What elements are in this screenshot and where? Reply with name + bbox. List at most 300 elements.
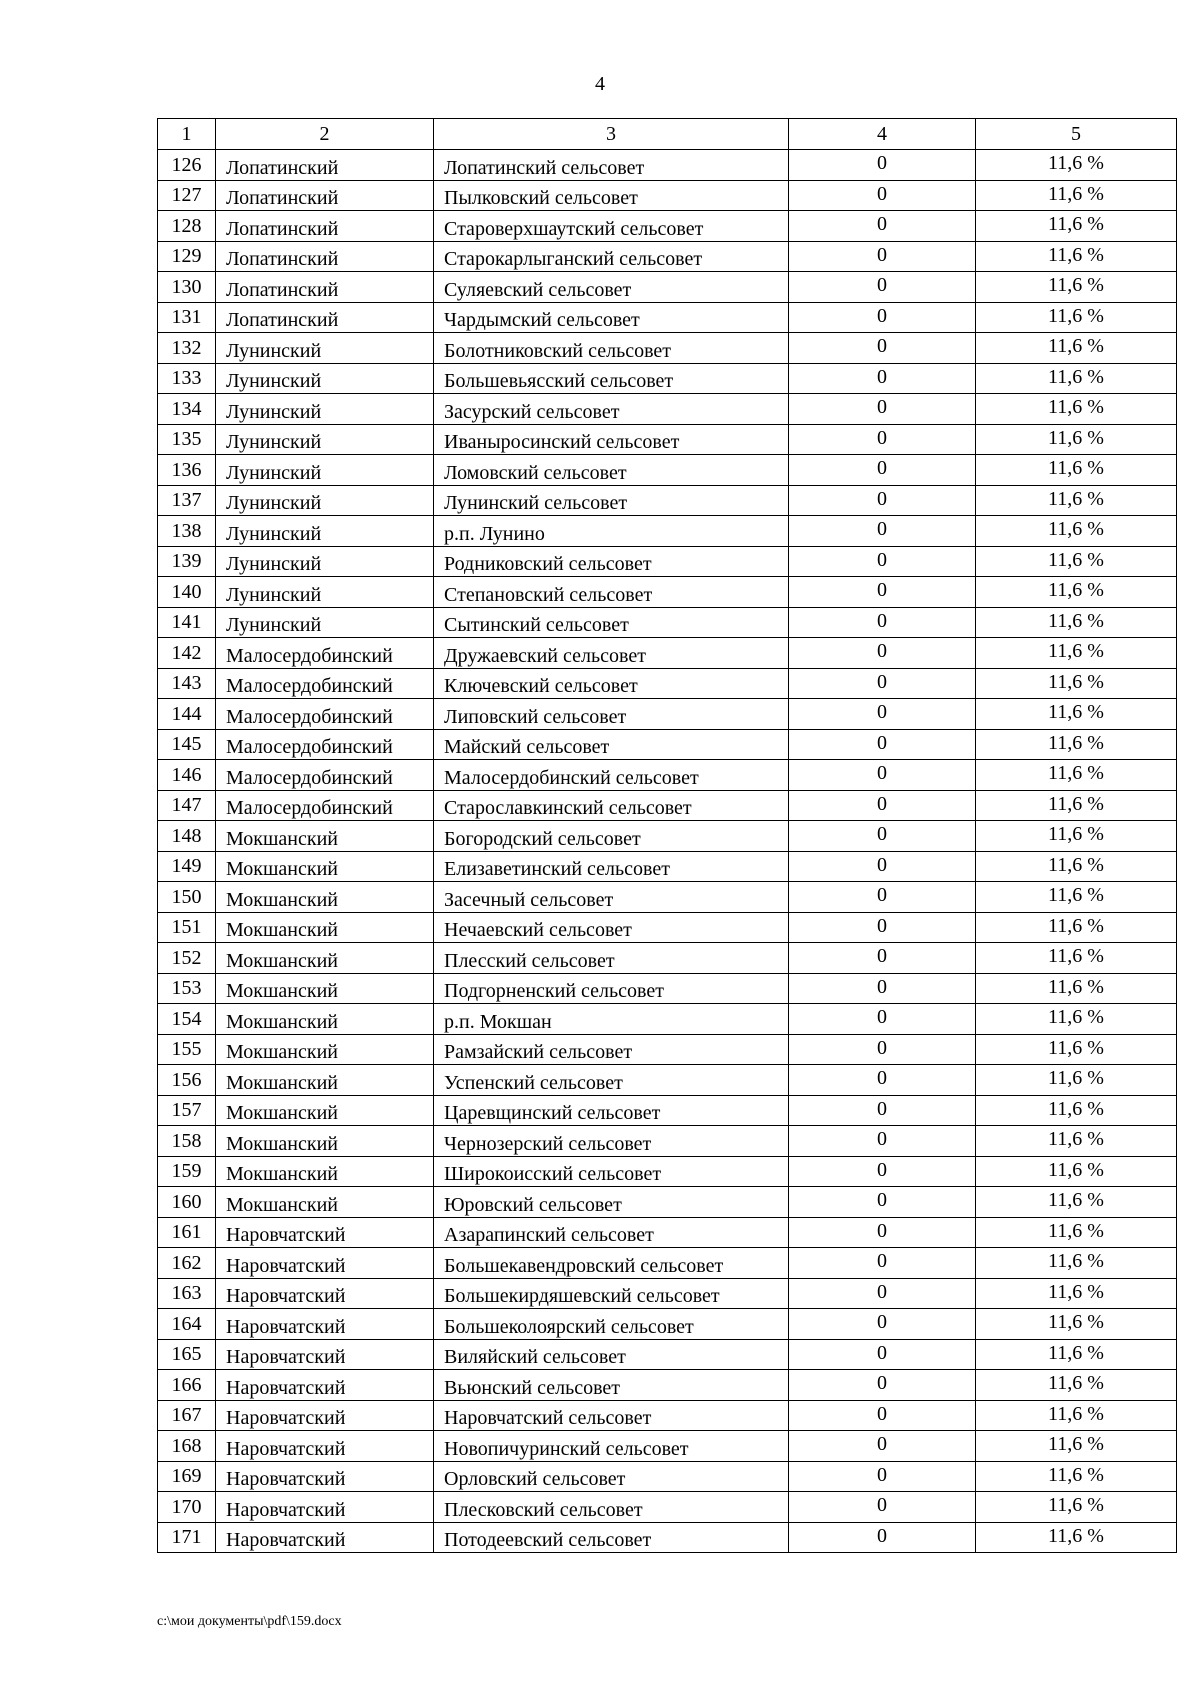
cell-value	[789, 821, 976, 852]
cell-row-number: 134	[158, 394, 216, 425]
cell-percent	[976, 790, 1177, 821]
cell-percent-text: 11,6 %	[1048, 670, 1104, 693]
cell-row-number: 135	[158, 424, 216, 455]
cell-percent	[976, 1187, 1177, 1218]
cell-value-text: 0	[877, 1341, 887, 1364]
cell-value	[789, 211, 976, 242]
cell-percent	[976, 607, 1177, 638]
table-row	[158, 1004, 1177, 1035]
cell-value-text: 0	[877, 762, 887, 784]
cell-value	[789, 699, 976, 730]
cell-district: Наровчатский	[216, 1492, 434, 1523]
cell-row-number: 126	[158, 150, 216, 181]
cell-row-number: 171	[158, 1522, 216, 1553]
cell-value	[789, 424, 976, 455]
cell-value	[789, 1187, 976, 1218]
cell-percent-text: 11,6 %	[1048, 884, 1104, 906]
cell-percent-text: 11,6 %	[1048, 1402, 1104, 1425]
cell-district: Мокшанский	[216, 1065, 434, 1096]
cell-value	[789, 851, 976, 882]
cell-district: Лунинский	[216, 455, 434, 486]
cell-value-text: 0	[877, 1128, 887, 1150]
cell-percent-text: 11,6 %	[1048, 1524, 1104, 1547]
cell-value-text: 0	[877, 152, 887, 174]
cell-row-number: 160	[158, 1187, 216, 1218]
cell-percent-text: 11,6 %	[1048, 304, 1104, 327]
table-row	[158, 1461, 1177, 1492]
table-row	[158, 1522, 1177, 1553]
cell-row-number: 151	[158, 912, 216, 943]
cell-value	[789, 790, 976, 821]
cell-value	[789, 1431, 976, 1462]
cell-row-number: 147	[158, 790, 216, 821]
table-row	[158, 546, 1177, 577]
cell-value-text: 0	[877, 914, 887, 937]
column-header-4: 4	[789, 119, 976, 150]
cell-percent	[976, 821, 1177, 852]
cell-district: Мокшанский	[216, 943, 434, 974]
cell-row-number: 164	[158, 1309, 216, 1340]
table-row	[158, 333, 1177, 364]
table-row	[158, 455, 1177, 486]
cell-district: Наровчатский	[216, 1522, 434, 1553]
cell-value-text: 0	[877, 457, 887, 479]
cell-value-text: 0	[877, 1280, 887, 1303]
cell-percent-text: 11,6 %	[1048, 1463, 1104, 1486]
cell-value-text: 0	[877, 274, 887, 296]
footer-file-path: c:\мои документы\pdf\159.docx	[157, 1614, 342, 1629]
cell-settlement: Сытинский сельсовет	[434, 607, 789, 638]
cell-percent-text: 11,6 %	[1048, 1372, 1104, 1394]
cell-value-text: 0	[877, 1250, 887, 1272]
table-row	[158, 638, 1177, 669]
cell-row-number: 141	[158, 607, 216, 638]
cell-district: Малосердобинский	[216, 668, 434, 699]
cell-percent	[976, 699, 1177, 730]
cell-percent	[976, 1461, 1177, 1492]
cell-settlement: Болотниковский сельсовет	[434, 333, 789, 364]
cell-value-text: 0	[877, 1036, 887, 1059]
cell-percent-text: 11,6 %	[1048, 1067, 1104, 1089]
cell-percent	[976, 638, 1177, 669]
table-row	[158, 790, 1177, 821]
cell-value-text: 0	[877, 1158, 887, 1181]
cell-value-text: 0	[877, 304, 887, 327]
cell-percent	[976, 912, 1177, 943]
cell-settlement: Иваныросинский сельсовет	[434, 424, 789, 455]
data-table	[157, 118, 1177, 1553]
cell-percent-text: 11,6 %	[1048, 1280, 1104, 1303]
cell-row-number: 140	[158, 577, 216, 608]
cell-district: Наровчатский	[216, 1400, 434, 1431]
cell-district: Малосердобинский	[216, 760, 434, 791]
cell-settlement: Богородский сельсовет	[434, 821, 789, 852]
cell-value	[789, 150, 976, 181]
cell-value	[789, 1217, 976, 1248]
cell-district: Лунинский	[216, 516, 434, 547]
cell-value-text: 0	[877, 1189, 887, 1211]
cell-value	[789, 943, 976, 974]
cell-district: Лопатинский	[216, 211, 434, 242]
cell-percent	[976, 1370, 1177, 1401]
table-row	[158, 485, 1177, 516]
cell-settlement: Староверхшаутский сельсовет	[434, 211, 789, 242]
cell-district: Наровчатский	[216, 1248, 434, 1279]
cell-percent-text: 11,6 %	[1048, 487, 1104, 510]
cell-value-text: 0	[877, 1372, 887, 1394]
cell-percent-text: 11,6 %	[1048, 335, 1104, 357]
cell-district: Мокшанский	[216, 1187, 434, 1218]
table-row	[158, 1370, 1177, 1401]
cell-percent	[976, 851, 1177, 882]
cell-value	[789, 729, 976, 760]
cell-row-number: 169	[158, 1461, 216, 1492]
table-row	[158, 1309, 1177, 1340]
cell-percent-text: 11,6 %	[1048, 701, 1104, 723]
table-row	[158, 577, 1177, 608]
cell-value	[789, 577, 976, 608]
cell-percent	[976, 333, 1177, 364]
cell-district: Мокшанский	[216, 1034, 434, 1065]
cell-value	[789, 1065, 976, 1096]
cell-value-text: 0	[877, 640, 887, 662]
table-row	[158, 1400, 1177, 1431]
cell-percent	[976, 516, 1177, 547]
cell-district: Лунинский	[216, 424, 434, 455]
table-row	[158, 1492, 1177, 1523]
cell-row-number: 152	[158, 943, 216, 974]
table-row	[158, 1248, 1177, 1279]
cell-district: Лунинский	[216, 607, 434, 638]
cell-district: Наровчатский	[216, 1339, 434, 1370]
cell-settlement: Степановский сельсовет	[434, 577, 789, 608]
cell-district: Лопатинский	[216, 150, 434, 181]
cell-row-number: 158	[158, 1126, 216, 1157]
table-row	[158, 1339, 1177, 1370]
cell-percent-text: 11,6 %	[1048, 457, 1104, 479]
table-row	[158, 1095, 1177, 1126]
cell-row-number: 130	[158, 272, 216, 303]
cell-percent-text: 11,6 %	[1048, 1250, 1104, 1272]
cell-percent	[976, 211, 1177, 242]
cell-settlement: Виляйский сельсовет	[434, 1339, 789, 1370]
cell-district: Мокшанский	[216, 973, 434, 1004]
cell-value-text: 0	[877, 823, 887, 845]
cell-percent-text: 11,6 %	[1048, 853, 1104, 876]
cell-value-text: 0	[877, 335, 887, 357]
table-row	[158, 302, 1177, 333]
table-row	[158, 729, 1177, 760]
cell-value-text: 0	[877, 1097, 887, 1120]
cell-value-text: 0	[877, 1311, 887, 1333]
cell-value	[789, 1126, 976, 1157]
cell-row-number: 148	[158, 821, 216, 852]
cell-percent	[976, 1217, 1177, 1248]
cell-row-number: 149	[158, 851, 216, 882]
cell-district: Малосердобинский	[216, 638, 434, 669]
cell-value	[789, 1370, 976, 1401]
cell-percent	[976, 882, 1177, 913]
cell-percent	[976, 1095, 1177, 1126]
cell-row-number: 162	[158, 1248, 216, 1279]
cell-row-number: 129	[158, 241, 216, 272]
cell-value-text: 0	[877, 1494, 887, 1516]
cell-percent-text: 11,6 %	[1048, 609, 1104, 632]
cell-value	[789, 394, 976, 425]
cell-percent-text: 11,6 %	[1048, 396, 1104, 418]
cell-percent-text: 11,6 %	[1048, 1097, 1104, 1120]
cell-value	[789, 1156, 976, 1187]
cell-percent	[976, 1004, 1177, 1035]
cell-value	[789, 1339, 976, 1370]
cell-percent	[976, 455, 1177, 486]
cell-percent	[976, 272, 1177, 303]
cell-value	[789, 1278, 976, 1309]
table-row	[158, 699, 1177, 730]
cell-percent-text: 11,6 %	[1048, 274, 1104, 296]
table-row	[158, 882, 1177, 913]
cell-percent	[976, 1400, 1177, 1431]
cell-settlement: Засурский сельсовет	[434, 394, 789, 425]
cell-percent-text: 11,6 %	[1048, 426, 1104, 449]
table-row	[158, 821, 1177, 852]
cell-value	[789, 333, 976, 364]
cell-district: Мокшанский	[216, 1004, 434, 1035]
cell-row-number: 133	[158, 363, 216, 394]
cell-percent-text: 11,6 %	[1048, 365, 1104, 388]
cell-value	[789, 1034, 976, 1065]
cell-value	[789, 1400, 976, 1431]
cell-district: Лопатинский	[216, 302, 434, 333]
cell-row-number: 139	[158, 546, 216, 577]
cell-percent	[976, 363, 1177, 394]
cell-settlement: Большевьясский сельсовет	[434, 363, 789, 394]
cell-row-number: 127	[158, 180, 216, 211]
cell-percent	[976, 180, 1177, 211]
cell-value	[789, 638, 976, 669]
table-row	[158, 851, 1177, 882]
cell-value-text: 0	[877, 487, 887, 510]
cell-row-number: 167	[158, 1400, 216, 1431]
cell-settlement: Старославкинский сельсовет	[434, 790, 789, 821]
cell-settlement: Азарапинский сельсовет	[434, 1217, 789, 1248]
cell-value-text: 0	[877, 609, 887, 632]
cell-row-number: 143	[158, 668, 216, 699]
cell-settlement: Успенский сельсовет	[434, 1065, 789, 1096]
table-header-row	[158, 119, 1177, 150]
cell-district: Лунинский	[216, 363, 434, 394]
table-row	[158, 1431, 1177, 1462]
cell-value-text: 0	[877, 853, 887, 876]
cell-percent	[976, 729, 1177, 760]
cell-settlement: Пылковский сельсовет	[434, 180, 789, 211]
cell-percent	[976, 1339, 1177, 1370]
cell-value	[789, 912, 976, 943]
cell-percent-text: 11,6 %	[1048, 548, 1104, 571]
cell-value-text: 0	[877, 945, 887, 967]
cell-percent-text: 11,6 %	[1048, 1006, 1104, 1028]
cell-value	[789, 363, 976, 394]
table-row	[158, 668, 1177, 699]
cell-settlement: Наровчатский сельсовет	[434, 1400, 789, 1431]
cell-percent	[976, 577, 1177, 608]
cell-percent	[976, 302, 1177, 333]
cell-value-text: 0	[877, 792, 887, 815]
table-row	[158, 760, 1177, 791]
cell-row-number: 145	[158, 729, 216, 760]
cell-percent-text: 11,6 %	[1048, 152, 1104, 174]
cell-percent-text: 11,6 %	[1048, 762, 1104, 784]
cell-value-text: 0	[877, 1463, 887, 1486]
cell-value	[789, 241, 976, 272]
cell-row-number: 170	[158, 1492, 216, 1523]
cell-district: Наровчатский	[216, 1309, 434, 1340]
table-row	[158, 394, 1177, 425]
cell-value-text: 0	[877, 701, 887, 723]
cell-settlement: Ломовский сельсовет	[434, 455, 789, 486]
cell-settlement: Орловский сельсовет	[434, 1461, 789, 1492]
table-row	[158, 211, 1177, 242]
cell-percent-text: 11,6 %	[1048, 640, 1104, 662]
cell-percent	[976, 1034, 1177, 1065]
cell-value	[789, 302, 976, 333]
cell-value	[789, 485, 976, 516]
cell-district: Лунинский	[216, 577, 434, 608]
cell-percent-text: 11,6 %	[1048, 1158, 1104, 1181]
cell-percent	[976, 1065, 1177, 1096]
cell-percent-text: 11,6 %	[1048, 579, 1104, 601]
cell-percent-text: 11,6 %	[1048, 1433, 1104, 1455]
cell-district: Наровчатский	[216, 1461, 434, 1492]
table-row	[158, 150, 1177, 181]
cell-value-text: 0	[877, 579, 887, 601]
cell-percent	[976, 424, 1177, 455]
table-row	[158, 1065, 1177, 1096]
cell-percent-text: 11,6 %	[1048, 1341, 1104, 1364]
cell-percent	[976, 1431, 1177, 1462]
cell-percent-text: 11,6 %	[1048, 792, 1104, 815]
cell-settlement: Суляевский сельсовет	[434, 272, 789, 303]
cell-value-text: 0	[877, 243, 887, 266]
cell-value	[789, 272, 976, 303]
cell-row-number: 132	[158, 333, 216, 364]
cell-district: Наровчатский	[216, 1217, 434, 1248]
cell-value-text: 0	[877, 426, 887, 449]
table-row	[158, 1034, 1177, 1065]
cell-value	[789, 180, 976, 211]
cell-percent	[976, 943, 1177, 974]
cell-district: Малосердобинский	[216, 790, 434, 821]
cell-percent-text: 11,6 %	[1048, 1494, 1104, 1516]
cell-value	[789, 1095, 976, 1126]
cell-settlement: Юровский сельсовет	[434, 1187, 789, 1218]
cell-row-number: 168	[158, 1431, 216, 1462]
cell-percent	[976, 668, 1177, 699]
cell-percent	[976, 760, 1177, 791]
table-row	[158, 607, 1177, 638]
table-row	[158, 1126, 1177, 1157]
cell-row-number: 166	[158, 1370, 216, 1401]
cell-percent-text: 11,6 %	[1048, 731, 1104, 754]
cell-settlement: Новопичуринский сельсовет	[434, 1431, 789, 1462]
cell-percent-text: 11,6 %	[1048, 243, 1104, 266]
cell-percent	[976, 1278, 1177, 1309]
cell-value-text: 0	[877, 975, 887, 998]
cell-percent-text: 11,6 %	[1048, 1219, 1104, 1242]
cell-row-number: 163	[158, 1278, 216, 1309]
cell-percent-text: 11,6 %	[1048, 1036, 1104, 1059]
cell-row-number: 154	[158, 1004, 216, 1035]
cell-row-number: 128	[158, 211, 216, 242]
cell-percent	[976, 973, 1177, 1004]
cell-district: Мокшанский	[216, 1126, 434, 1157]
cell-value-text: 0	[877, 884, 887, 906]
cell-value-text: 0	[877, 182, 887, 205]
cell-value	[789, 455, 976, 486]
cell-settlement: Лопатинский сельсовет	[434, 150, 789, 181]
cell-row-number: 161	[158, 1217, 216, 1248]
cell-value	[789, 1248, 976, 1279]
cell-settlement: Большекавендровский сельсовет	[434, 1248, 789, 1279]
cell-percent	[976, 1156, 1177, 1187]
column-header-5: 5	[976, 119, 1177, 150]
table-row	[158, 1187, 1177, 1218]
cell-settlement: Большекирдяшевский сельсовет	[434, 1278, 789, 1309]
cell-percent-text: 11,6 %	[1048, 945, 1104, 967]
cell-percent	[976, 150, 1177, 181]
cell-settlement: Царевщинский сельсовет	[434, 1095, 789, 1126]
cell-value	[789, 760, 976, 791]
cell-value-text: 0	[877, 1402, 887, 1425]
cell-settlement: Потодеевский сельсовет	[434, 1522, 789, 1553]
cell-value-text: 0	[877, 1006, 887, 1028]
cell-district: Лунинский	[216, 333, 434, 364]
cell-percent-text: 11,6 %	[1048, 518, 1104, 540]
table-row	[158, 912, 1177, 943]
table-row	[158, 973, 1177, 1004]
cell-row-number: 156	[158, 1065, 216, 1096]
cell-percent-text: 11,6 %	[1048, 182, 1104, 205]
table-row	[158, 180, 1177, 211]
cell-percent	[976, 485, 1177, 516]
cell-settlement: Родниковский сельсовет	[434, 546, 789, 577]
cell-value	[789, 973, 976, 1004]
cell-district: Лунинский	[216, 546, 434, 577]
cell-percent	[976, 1248, 1177, 1279]
cell-district: Лунинский	[216, 394, 434, 425]
cell-percent	[976, 1522, 1177, 1553]
cell-value-text: 0	[877, 365, 887, 388]
cell-value	[789, 1004, 976, 1035]
cell-percent	[976, 1309, 1177, 1340]
cell-district: Мокшанский	[216, 912, 434, 943]
cell-value-text: 0	[877, 518, 887, 540]
cell-value-text: 0	[877, 548, 887, 571]
cell-district: Лунинский	[216, 485, 434, 516]
table-row	[158, 241, 1177, 272]
cell-percent-text: 11,6 %	[1048, 213, 1104, 235]
column-header-1: 1	[158, 119, 216, 150]
cell-value-text: 0	[877, 1433, 887, 1455]
cell-row-number: 136	[158, 455, 216, 486]
cell-settlement: Большеколоярский сельсовет	[434, 1309, 789, 1340]
cell-row-number: 137	[158, 485, 216, 516]
cell-settlement: Майский сельсовет	[434, 729, 789, 760]
cell-settlement: р.п. Мокшан	[434, 1004, 789, 1035]
cell-settlement: Дружаевский сельсовет	[434, 638, 789, 669]
cell-value	[789, 516, 976, 547]
table-row	[158, 1278, 1177, 1309]
